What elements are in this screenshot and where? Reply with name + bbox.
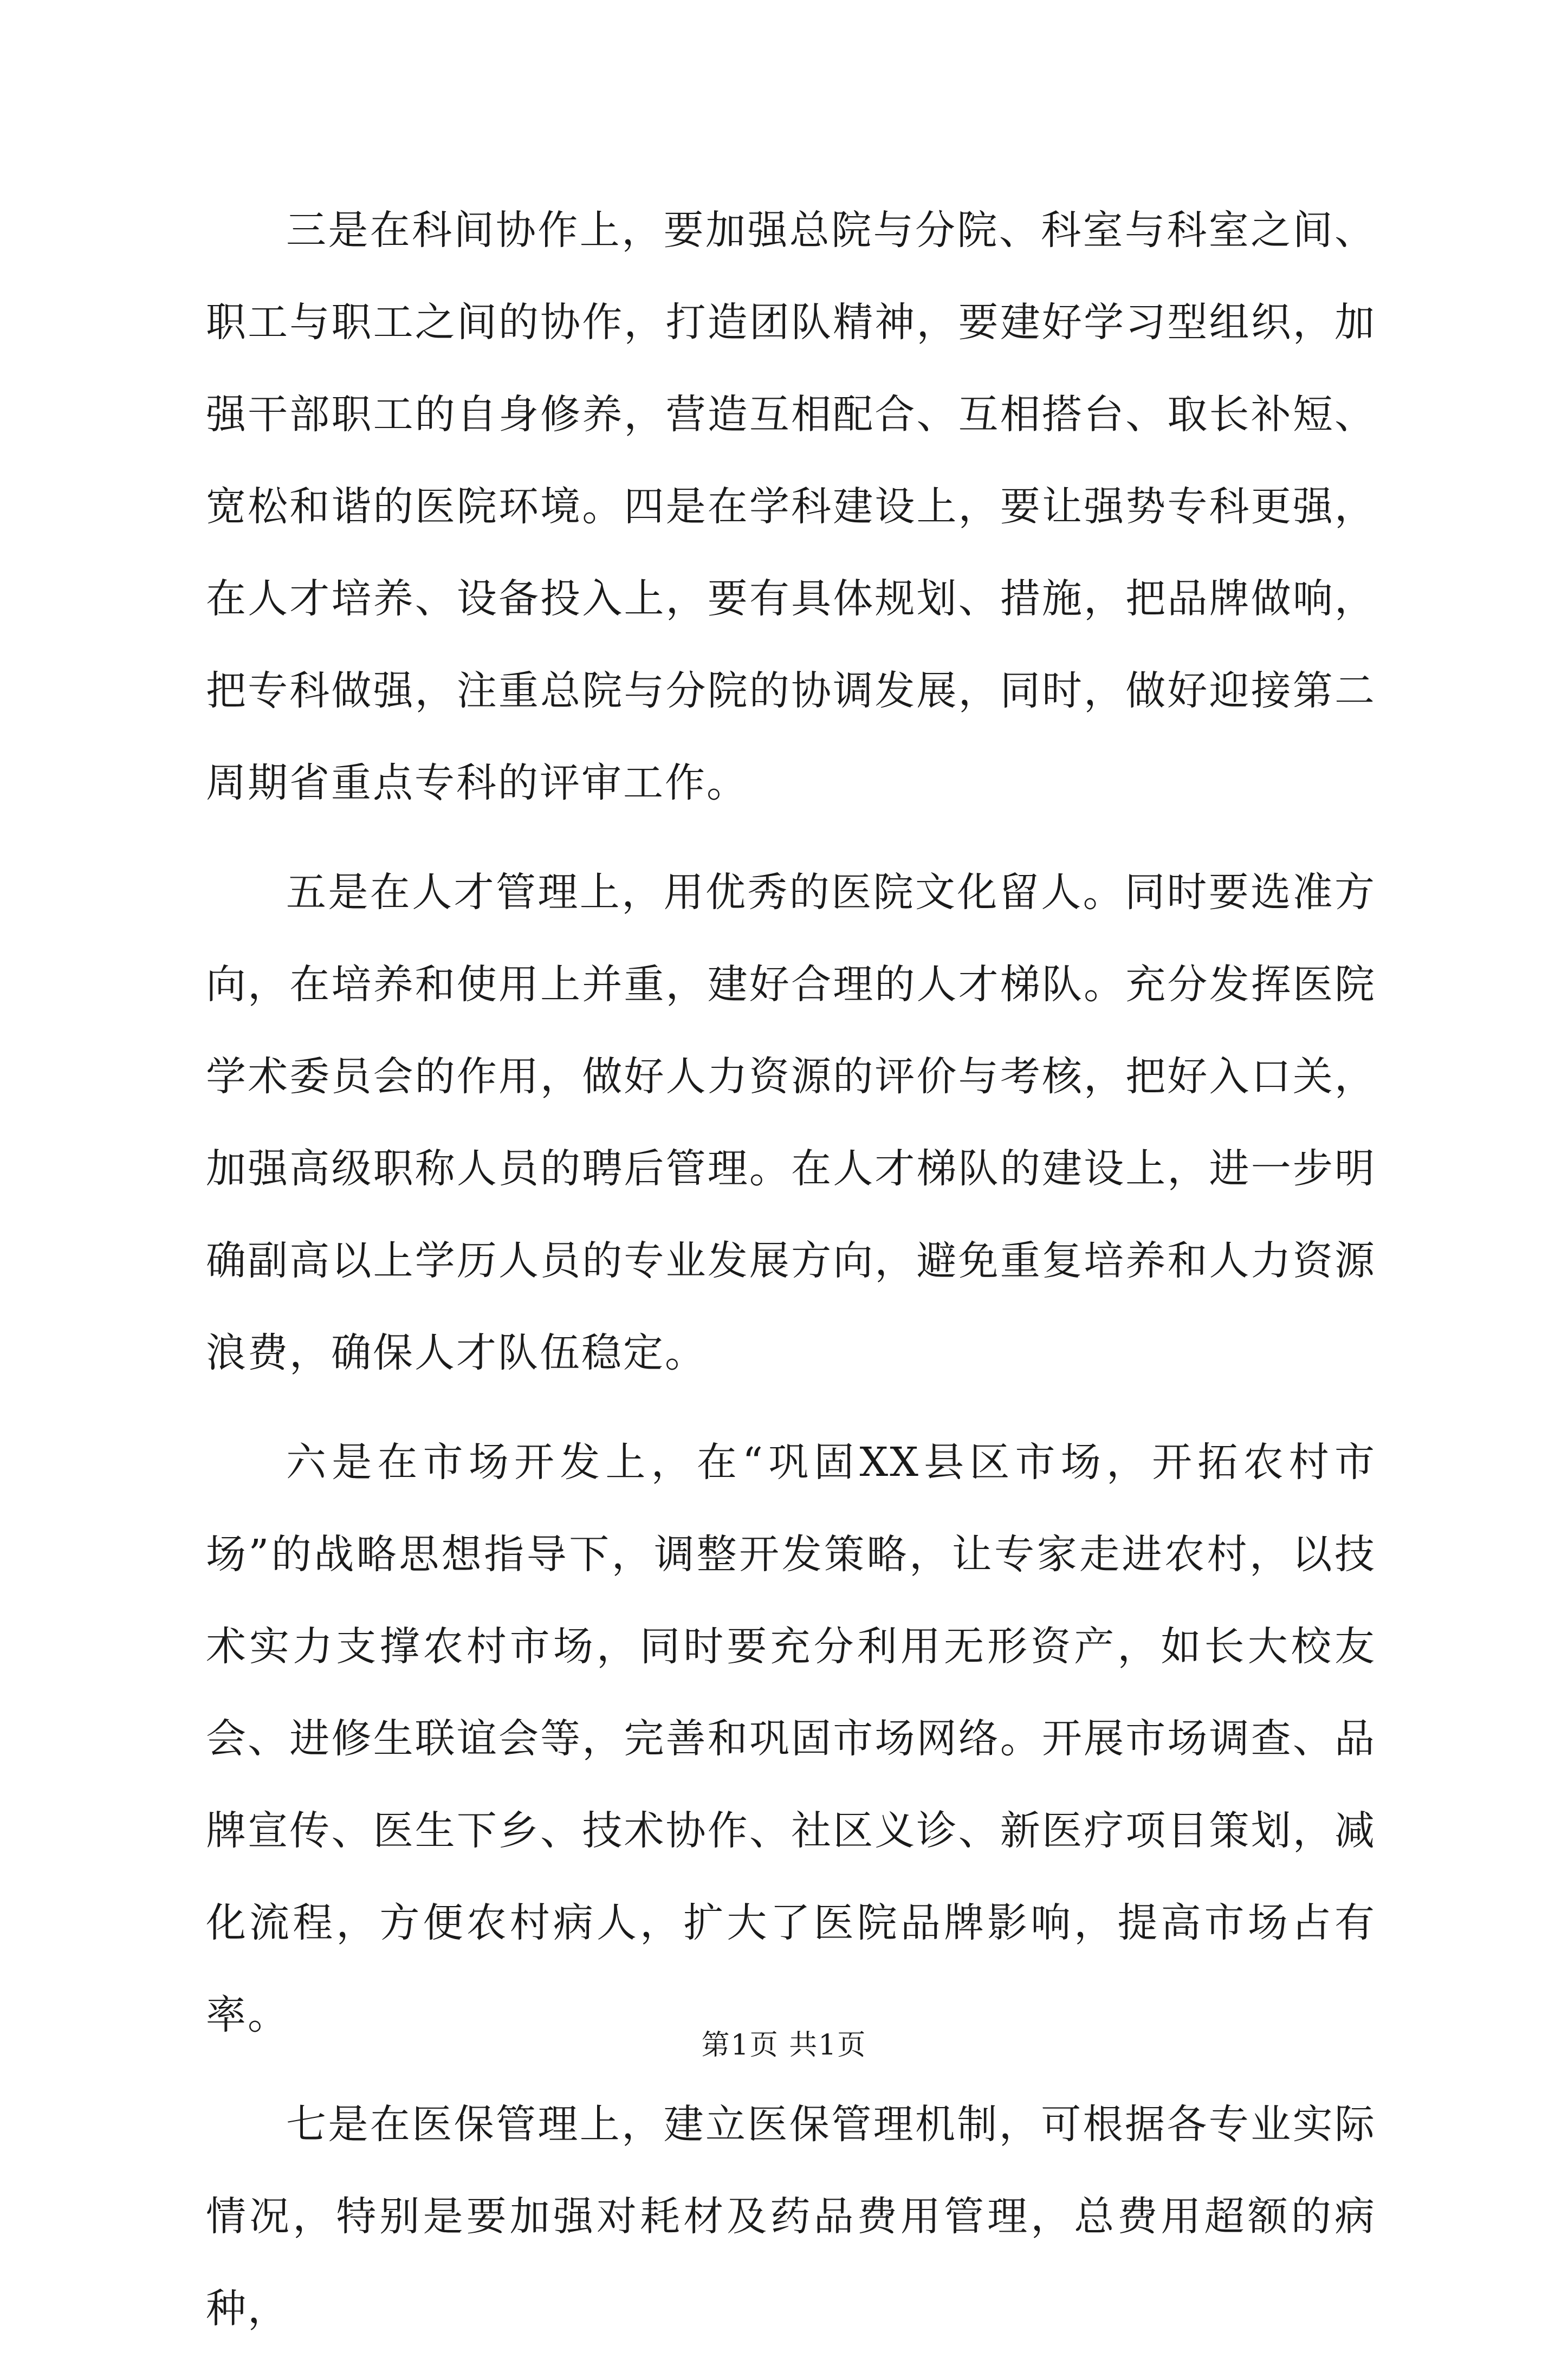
paragraph-4: 七是在医保管理上，建立医保管理机制，可根据各专业实际情况，特别是要加强对耗材及药品费用管理，总费用超额的病种， [206,2101,1376,2332]
paragraph-2: 五是在人才管理上，用优秀的医院文化留人。同时要选准方向，在培养和使用上并重，建好合理的人才梯队。充分发挥医院学术委员会的作用，做好人力资源的评价与考核，把好入口关，加强高级职称人员的聘后管理。在人才梯队的建设上，进一步明确副高以上学历人员的专业发展方向，避免重复培养和人力资源浪费，确保人才队伍稳定。 [206,869,1376,1376]
page-footer: 第1页 共1页 [701,2029,867,2062]
paragraph-1: 三是在科间协作上，要加强总院与分院、科室与科室之间、职工与职工之间的协作，打造团队精神，要建好学习型组织，加强干部职工的自身修养，营造互相配合、互相搭台、取长补短、宽松和谐的医院环境。四是在学科建设上，要让强势专科更强，在人才培养、设备投入上，要有具体规划、措施，把品牌做响，把专科做强，注重总院与分院的协调发展，同时，做好迎接第二周期省重点专科的评审工作。 [206,207,1376,806]
paragraph-3: 六是在市场开发上，在“巩固XX县区市场，开拓农村市场”的战略思想指导下，调整开发策略，让专家走进农村，以技术实力支撑农村市场，同时要充分利用无形资产，如长大校友会、进修生联谊会等，完善和巩固市场网络。开展市场调查、品牌宣传、医生下乡、技术协作、社区义诊、新医疗项目策划，减化流程，方便农村病人，扩大了医院品牌影响，提高市场占有率。 [206,1439,1376,2038]
